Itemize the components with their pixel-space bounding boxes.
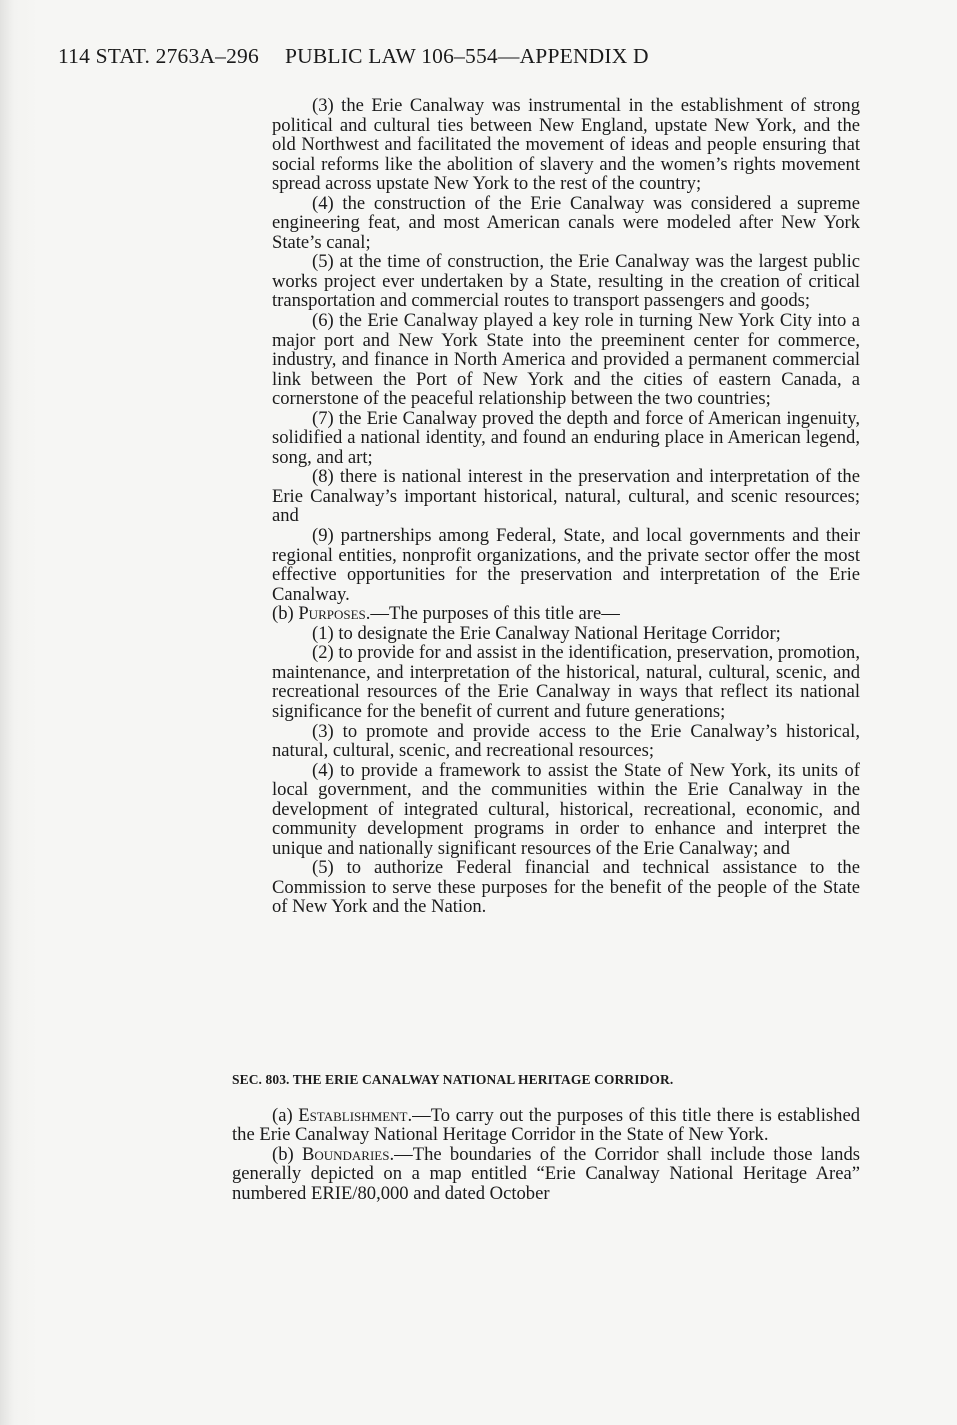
public-law-title: PUBLIC LAW 106–554—APPENDIX D	[284, 44, 649, 68]
finding-paragraph: (6) the Erie Canalway played a key role in turning New York City into a major port and New York State into the preeminent center for commerce, industry, and finance in North America and provided a permanent commercial link between the Port of New York and the cities of eastern Canada, a cornerstone of the peaceful relationship between the two countries;	[272, 310, 860, 410]
section-803	[232, 1070, 860, 1203]
purpose-paragraph: (4) to provide a framework to assist the State of New York, its units of local government, and the communities within the Erie Canalway in the development of integrated cultural, historical, recreational, economic, and community development programs in order to enhance and interpret the unique and nationally significant resources of the Erie Canalway; and	[272, 759, 860, 859]
findings-and-purposes	[272, 96, 860, 917]
boundaries-heading: Boundaries	[301, 1143, 390, 1165]
finding-paragraph: (9) partnerships among Federal, State, and local governments and their regional entities, nonprofit organizations, and the private sector offer the most effective opportunities for the preservation and interpretation of the Erie Canalway.	[272, 525, 860, 605]
establishment-paragraph: (a) Establishment.—To carry out the purposes of this title there is established the Erie Canalway National Heritage Corridor in the State of New York.	[232, 1104, 860, 1146]
section-heading: SEC. 803. THE ERIE CANALWAY NATIONAL HERITAGE CORRIDOR.	[232, 1072, 674, 1087]
finding-paragraph: (7) the Erie Canalway proved the depth and force of American ingenuity, solidified a national identity, and found an enduring place in American legend, song, and art;	[272, 407, 860, 468]
statute-citation: 114 STAT. 2763A–296	[58, 44, 259, 68]
finding-paragraph: (4) the construction of the Erie Canalway was considered a supreme engineering feat, and most American canals were modeled after New York State’s canal;	[272, 192, 860, 253]
purpose-paragraph: (3) to promote and provide access to the Erie Canalway’s historical, natural, cultural, scenic, and recreational resources;	[272, 720, 860, 762]
finding-paragraph: (5) at the time of construction, the Erie Canalway was the largest public works project ever undertaken by a State, resulting in the creation of critical transportation and commercial routes to transport passengers and goods;	[272, 251, 860, 312]
finding-paragraph: (8) there is national interest in the preservation and interpretation of the Erie Canalway’s important historical, natural, cultural, and scenic resources; and	[272, 466, 860, 527]
purpose-paragraph: (2) to provide for and assist in the identification, preservation, promotion, maintenance, and interpretation of the historical, natural, cultural, scenic, and recreational resources of the Erie Canalway in ways that reflect its national significance for the benefit of current and future generations;	[272, 642, 860, 722]
purpose-paragraph: (5) to authorize Federal financial and technical assistance to the Commission to serve these purposes for the benefit of the people of the State of New York and the Nation.	[272, 857, 860, 918]
establishment-heading: Establishment	[298, 1104, 408, 1126]
purposes-heading: (b) Purposes.—The purposes of this title are—	[272, 603, 620, 625]
finding-paragraph: (3) the Erie Canalway was instrumental in the establishment of strong political and cultural ties between New England, upstate New York, and the old Northwest and facilitated the movement of ideas and people ensuring that social reforms like the abolition of slavery and the women’s rights movement spread across upstate New York to the rest of the country;	[272, 95, 860, 195]
page-header	[58, 44, 858, 69]
purpose-paragraph: (1) to designate the Erie Canalway National Heritage Corridor;	[312, 622, 781, 644]
purposes-heading-label: Purposes	[298, 603, 366, 625]
boundaries-paragraph: (b) Boundaries.—The boundaries of the Corridor shall include those lands generally depicted on a map entitled “Erie Canalway National Heritage Area” numbered ERIE/80,000 and dated October	[232, 1143, 860, 1204]
